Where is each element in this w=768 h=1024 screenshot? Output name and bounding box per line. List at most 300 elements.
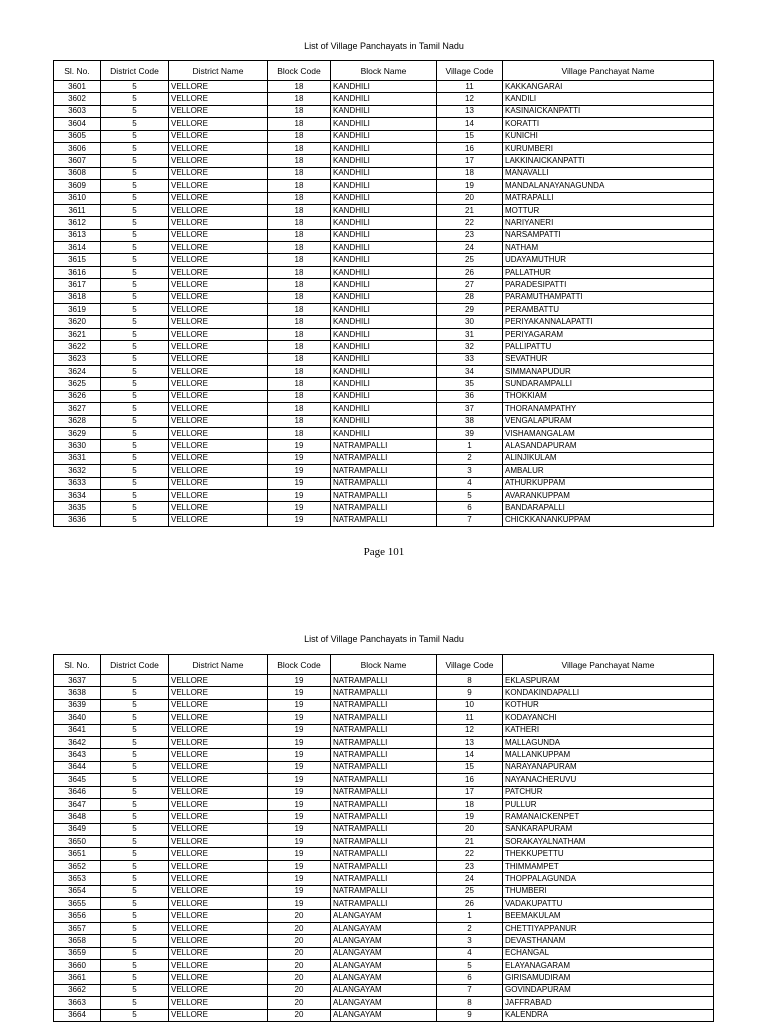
cell-district-code: 5	[101, 81, 169, 93]
cell-village-code: 8	[437, 997, 503, 1009]
cell-district-code: 5	[101, 118, 169, 130]
cell-district-name: VELLORE	[169, 761, 268, 773]
cell-district-code: 5	[101, 823, 169, 835]
cell-village-panchayat-name: VENGALAPURAM	[503, 415, 714, 427]
cell-village-panchayat-name: VISHAMANGALAM	[503, 427, 714, 439]
cell-district-code: 5	[101, 736, 169, 748]
cell-district-code: 5	[101, 353, 169, 365]
cell-sl-no: 3625	[54, 378, 101, 390]
table-row	[54, 204, 714, 216]
table-row	[54, 502, 714, 514]
cell-village-panchayat-name: PULLUR	[503, 798, 714, 810]
cell-district-name: VELLORE	[169, 997, 268, 1009]
cell-district-code: 5	[101, 266, 169, 278]
cell-block-code: 19	[268, 885, 331, 897]
cell-district-name: VELLORE	[169, 291, 268, 303]
cell-sl-no: 3632	[54, 465, 101, 477]
cell-district-code: 5	[101, 489, 169, 501]
cell-village-code: 36	[437, 390, 503, 402]
cell-village-code: 30	[437, 316, 503, 328]
cell-district-name: VELLORE	[169, 959, 268, 971]
cell-sl-no: 3638	[54, 687, 101, 699]
cell-block-code: 19	[268, 712, 331, 724]
cell-village-code: 11	[437, 712, 503, 724]
cell-district-name: VELLORE	[169, 699, 268, 711]
cell-district-code: 5	[101, 1009, 169, 1021]
cell-village-code: 26	[437, 898, 503, 910]
table-row	[54, 489, 714, 501]
cell-village-panchayat-name: KOTHUR	[503, 699, 714, 711]
cell-district-code: 5	[101, 699, 169, 711]
cell-sl-no: 3616	[54, 266, 101, 278]
cell-district-code: 5	[101, 105, 169, 117]
cell-block-code: 18	[268, 378, 331, 390]
cell-sl-no: 3643	[54, 749, 101, 761]
cell-sl-no: 3658	[54, 935, 101, 947]
page-number: Page 101	[363, 546, 405, 558]
cell-district-code: 5	[101, 291, 169, 303]
village-panchayat-table-1	[53, 60, 714, 527]
cell-village-panchayat-name: SIMMANAPUDUR	[503, 365, 714, 377]
cell-village-code: 17	[437, 155, 503, 167]
cell-district-name: VELLORE	[169, 229, 268, 241]
cell-block-name: KANDHILI	[331, 291, 437, 303]
cell-sl-no: 3646	[54, 786, 101, 798]
table-row	[54, 341, 714, 353]
table-row	[54, 774, 714, 786]
cell-sl-no: 3624	[54, 365, 101, 377]
cell-district-code: 5	[101, 910, 169, 922]
table-row	[54, 848, 714, 860]
table-row	[54, 699, 714, 711]
cell-district-code: 5	[101, 798, 169, 810]
cell-sl-no: 3628	[54, 415, 101, 427]
cell-district-name: VELLORE	[169, 786, 268, 798]
table-row	[54, 477, 714, 489]
cell-sl-no: 3648	[54, 811, 101, 823]
cell-village-panchayat-name: ECHANGAL	[503, 947, 714, 959]
cell-block-name: NATRAMPALLI	[331, 675, 437, 687]
cell-village-panchayat-name: THOKKIAM	[503, 390, 714, 402]
cell-block-name: NATRAMPALLI	[331, 898, 437, 910]
cell-block-code: 19	[268, 465, 331, 477]
cell-sl-no: 3620	[54, 316, 101, 328]
table-row	[54, 378, 714, 390]
cell-district-code: 5	[101, 848, 169, 860]
cell-block-code: 19	[268, 774, 331, 786]
cell-district-code: 5	[101, 947, 169, 959]
cell-village-panchayat-name: KURUMBERI	[503, 142, 714, 154]
cell-block-code: 18	[268, 291, 331, 303]
cell-village-code: 19	[437, 811, 503, 823]
cell-village-panchayat-name: NARIYANERI	[503, 217, 714, 229]
cell-village-panchayat-name: MANAVALLI	[503, 167, 714, 179]
cell-village-panchayat-name: KASINAICKANPATTI	[503, 105, 714, 117]
cell-district-code: 5	[101, 860, 169, 872]
cell-sl-no: 3662	[54, 984, 101, 996]
table-row	[54, 279, 714, 291]
cell-block-name: NATRAMPALLI	[331, 798, 437, 810]
cell-district-code: 5	[101, 254, 169, 266]
cell-block-code: 18	[268, 415, 331, 427]
cell-district-name: VELLORE	[169, 365, 268, 377]
cell-district-name: VELLORE	[169, 712, 268, 724]
cell-village-code: 7	[437, 984, 503, 996]
cell-sl-no: 3635	[54, 502, 101, 514]
cell-sl-no: 3650	[54, 836, 101, 848]
cell-block-name: ALANGAYAM	[331, 910, 437, 922]
cell-sl-no: 3661	[54, 972, 101, 984]
cell-district-code: 5	[101, 403, 169, 415]
cell-sl-no: 3621	[54, 328, 101, 340]
table-row	[54, 390, 714, 402]
cell-district-name: VELLORE	[169, 242, 268, 254]
cell-block-code: 18	[268, 254, 331, 266]
cell-block-name: NATRAMPALLI	[331, 873, 437, 885]
cell-district-code: 5	[101, 774, 169, 786]
table-header	[54, 61, 714, 81]
cell-village-code: 21	[437, 204, 503, 216]
cell-district-name: VELLORE	[169, 687, 268, 699]
cell-district-code: 5	[101, 984, 169, 996]
table-row	[54, 254, 714, 266]
cell-block-code: 18	[268, 130, 331, 142]
column-header-block-name: Block Name	[331, 61, 437, 81]
cell-village-panchayat-name: PERAMBATTU	[503, 304, 714, 316]
cell-district-name: VELLORE	[169, 774, 268, 786]
table-row	[54, 761, 714, 773]
cell-village-panchayat-name: KODAYANCHI	[503, 712, 714, 724]
cell-block-code: 20	[268, 910, 331, 922]
cell-district-code: 5	[101, 427, 169, 439]
cell-village-panchayat-name: KORATTI	[503, 118, 714, 130]
cell-village-panchayat-name: PATCHUR	[503, 786, 714, 798]
table-row	[54, 749, 714, 761]
cell-block-name: KANDHILI	[331, 217, 437, 229]
village-panchayat-table-2	[53, 654, 714, 1022]
cell-district-code: 5	[101, 922, 169, 934]
table-row	[54, 724, 714, 736]
column-header-sl-no: Sl. No.	[54, 61, 101, 81]
cell-sl-no: 3615	[54, 254, 101, 266]
cell-district-name: VELLORE	[169, 477, 268, 489]
cell-village-code: 9	[437, 687, 503, 699]
cell-block-name: ALANGAYAM	[331, 984, 437, 996]
cell-village-panchayat-name: MALLAGUNDA	[503, 736, 714, 748]
cell-sl-no: 3633	[54, 477, 101, 489]
cell-district-name: VELLORE	[169, 984, 268, 996]
cell-district-name: VELLORE	[169, 935, 268, 947]
cell-block-code: 18	[268, 403, 331, 415]
cell-village-panchayat-name: THEKKUPETTU	[503, 848, 714, 860]
cell-village-code: 20	[437, 192, 503, 204]
cell-block-name: ALANGAYAM	[331, 997, 437, 1009]
column-header-district-name: District Name	[169, 61, 268, 81]
cell-block-name: KANDHILI	[331, 242, 437, 254]
cell-sl-no: 3663	[54, 997, 101, 1009]
cell-village-panchayat-name: DEVASTHANAM	[503, 935, 714, 947]
table-row	[54, 118, 714, 130]
cell-village-panchayat-name: ELAYANAGARAM	[503, 959, 714, 971]
cell-village-panchayat-name: NATHAM	[503, 242, 714, 254]
column-header-sl-no: Sl. No.	[54, 655, 101, 675]
cell-district-name: VELLORE	[169, 390, 268, 402]
cell-village-panchayat-name: BANDARAPALLI	[503, 502, 714, 514]
cell-district-name: VELLORE	[169, 811, 268, 823]
column-header-district-name: District Name	[169, 655, 268, 675]
cell-village-code: 23	[437, 229, 503, 241]
cell-sl-no: 3622	[54, 341, 101, 353]
cell-block-code: 18	[268, 242, 331, 254]
cell-district-name: VELLORE	[169, 898, 268, 910]
cell-village-code: 22	[437, 217, 503, 229]
cell-village-panchayat-name: AVARANKUPPAM	[503, 489, 714, 501]
cell-village-code: 23	[437, 860, 503, 872]
cell-village-panchayat-name: PALLIPATTU	[503, 341, 714, 353]
table-row	[54, 959, 714, 971]
table-row	[54, 935, 714, 947]
cell-village-panchayat-name: NAYANACHERUVU	[503, 774, 714, 786]
cell-district-code: 5	[101, 316, 169, 328]
cell-district-name: VELLORE	[169, 341, 268, 353]
cell-district-code: 5	[101, 761, 169, 773]
column-header-block-code: Block Code	[268, 655, 331, 675]
cell-village-code: 18	[437, 167, 503, 179]
column-header-village-panchayat-name: Village Panchayat Name	[503, 655, 714, 675]
cell-district-code: 5	[101, 155, 169, 167]
cell-block-code: 18	[268, 192, 331, 204]
cell-village-code: 2	[437, 452, 503, 464]
cell-sl-no: 3611	[54, 204, 101, 216]
column-header-district-code: District Code	[101, 655, 169, 675]
cell-village-code: 29	[437, 304, 503, 316]
cell-district-code: 5	[101, 328, 169, 340]
cell-district-name: VELLORE	[169, 947, 268, 959]
cell-district-name: VELLORE	[169, 873, 268, 885]
cell-block-name: NATRAMPALLI	[331, 465, 437, 477]
cell-block-code: 18	[268, 390, 331, 402]
cell-district-code: 5	[101, 477, 169, 489]
cell-block-name: NATRAMPALLI	[331, 502, 437, 514]
cell-block-code: 18	[268, 81, 331, 93]
cell-block-code: 19	[268, 477, 331, 489]
cell-block-code: 19	[268, 898, 331, 910]
cell-block-code: 19	[268, 440, 331, 452]
cell-village-code: 16	[437, 142, 503, 154]
cell-block-code: 18	[268, 142, 331, 154]
cell-district-name: VELLORE	[169, 217, 268, 229]
table-row	[54, 427, 714, 439]
cell-block-code: 19	[268, 514, 331, 526]
cell-block-name: KANDHILI	[331, 427, 437, 439]
cell-block-name: KANDHILI	[331, 167, 437, 179]
cell-sl-no: 3630	[54, 440, 101, 452]
cell-block-name: KANDHILI	[331, 130, 437, 142]
cell-sl-no: 3623	[54, 353, 101, 365]
cell-sl-no: 3660	[54, 959, 101, 971]
cell-block-name: ALANGAYAM	[331, 1009, 437, 1021]
column-header-block-name: Block Name	[331, 655, 437, 675]
cell-village-code: 28	[437, 291, 503, 303]
cell-district-code: 5	[101, 935, 169, 947]
cell-district-name: VELLORE	[169, 378, 268, 390]
cell-block-code: 20	[268, 935, 331, 947]
cell-village-panchayat-name: NARAYANAPURAM	[503, 761, 714, 773]
cell-block-name: ALANGAYAM	[331, 972, 437, 984]
cell-block-code: 18	[268, 93, 331, 105]
cell-sl-no: 3609	[54, 180, 101, 192]
cell-village-code: 14	[437, 749, 503, 761]
cell-sl-no: 3655	[54, 898, 101, 910]
cell-district-code: 5	[101, 836, 169, 848]
cell-village-code: 26	[437, 266, 503, 278]
cell-block-name: KANDHILI	[331, 266, 437, 278]
cell-block-code: 20	[268, 972, 331, 984]
cell-village-panchayat-name: ALASANDAPURAM	[503, 440, 714, 452]
cell-district-name: VELLORE	[169, 724, 268, 736]
cell-block-name: KANDHILI	[331, 341, 437, 353]
cell-sl-no: 3610	[54, 192, 101, 204]
table-row	[54, 984, 714, 996]
cell-district-name: VELLORE	[169, 972, 268, 984]
cell-village-code: 1	[437, 910, 503, 922]
cell-village-code: 13	[437, 105, 503, 117]
cell-village-panchayat-name: PERIYAKANNALAPATTI	[503, 316, 714, 328]
cell-district-name: VELLORE	[169, 118, 268, 130]
cell-district-name: VELLORE	[169, 798, 268, 810]
cell-village-code: 25	[437, 254, 503, 266]
cell-block-code: 20	[268, 997, 331, 1009]
cell-district-code: 5	[101, 378, 169, 390]
cell-village-code: 6	[437, 502, 503, 514]
cell-village-code: 10	[437, 699, 503, 711]
cell-sl-no: 3654	[54, 885, 101, 897]
cell-village-panchayat-name: JAFFRABAD	[503, 997, 714, 1009]
cell-district-name: VELLORE	[169, 502, 268, 514]
cell-district-code: 5	[101, 786, 169, 798]
cell-block-code: 18	[268, 229, 331, 241]
cell-district-name: VELLORE	[169, 910, 268, 922]
cell-village-panchayat-name: LAKKINAICKANPATTI	[503, 155, 714, 167]
cell-district-name: VELLORE	[169, 353, 268, 365]
table-row	[54, 514, 714, 526]
cell-district-code: 5	[101, 712, 169, 724]
cell-sl-no: 3627	[54, 403, 101, 415]
cell-village-code: 24	[437, 873, 503, 885]
cell-village-panchayat-name: SUNDARAMPALLI	[503, 378, 714, 390]
cell-block-name: KANDHILI	[331, 353, 437, 365]
cell-sl-no: 3659	[54, 947, 101, 959]
table-row	[54, 93, 714, 105]
cell-village-panchayat-name: MALLANKUPPAM	[503, 749, 714, 761]
table-row	[54, 130, 714, 142]
cell-district-code: 5	[101, 180, 169, 192]
cell-district-name: VELLORE	[169, 736, 268, 748]
cell-village-panchayat-name: GIRISAMUDIRAM	[503, 972, 714, 984]
cell-block-name: KANDHILI	[331, 390, 437, 402]
cell-village-panchayat-name: AMBALUR	[503, 465, 714, 477]
cell-village-code: 20	[437, 823, 503, 835]
cell-village-code: 21	[437, 836, 503, 848]
cell-sl-no: 3640	[54, 712, 101, 724]
cell-sl-no: 3614	[54, 242, 101, 254]
cell-village-panchayat-name: ATHURKUPPAM	[503, 477, 714, 489]
cell-village-code: 2	[437, 922, 503, 934]
cell-village-code: 37	[437, 403, 503, 415]
table-row	[54, 997, 714, 1009]
cell-block-code: 19	[268, 786, 331, 798]
cell-block-code: 19	[268, 687, 331, 699]
cell-block-name: KANDHILI	[331, 155, 437, 167]
cell-district-name: VELLORE	[169, 860, 268, 872]
cell-village-code: 6	[437, 972, 503, 984]
cell-district-code: 5	[101, 997, 169, 1009]
cell-village-panchayat-name: KUNICHI	[503, 130, 714, 142]
cell-sl-no: 3647	[54, 798, 101, 810]
cell-village-panchayat-name: KATHERI	[503, 724, 714, 736]
cell-district-code: 5	[101, 242, 169, 254]
cell-district-code: 5	[101, 130, 169, 142]
cell-district-code: 5	[101, 885, 169, 897]
table-row	[54, 898, 714, 910]
cell-district-name: VELLORE	[169, 155, 268, 167]
cell-village-code: 4	[437, 477, 503, 489]
cell-village-panchayat-name: SANKARAPURAM	[503, 823, 714, 835]
cell-sl-no: 3626	[54, 390, 101, 402]
cell-district-code: 5	[101, 687, 169, 699]
cell-district-code: 5	[101, 724, 169, 736]
cell-block-code: 19	[268, 798, 331, 810]
cell-sl-no: 3607	[54, 155, 101, 167]
cell-block-name: ALANGAYAM	[331, 922, 437, 934]
cell-block-code: 19	[268, 823, 331, 835]
cell-block-name: KANDHILI	[331, 81, 437, 93]
cell-block-code: 19	[268, 811, 331, 823]
cell-village-panchayat-name: NARSAMPATTI	[503, 229, 714, 241]
cell-village-panchayat-name: KALENDRA	[503, 1009, 714, 1021]
cell-village-panchayat-name: PERIYAGARAM	[503, 328, 714, 340]
cell-block-name: NATRAMPALLI	[331, 848, 437, 860]
cell-village-panchayat-name: KAKKANGARAI	[503, 81, 714, 93]
table-row	[54, 885, 714, 897]
cell-district-name: VELLORE	[169, 167, 268, 179]
cell-village-code: 24	[437, 242, 503, 254]
cell-district-name: VELLORE	[169, 440, 268, 452]
cell-block-code: 19	[268, 761, 331, 773]
cell-district-code: 5	[101, 898, 169, 910]
cell-block-name: KANDHILI	[331, 118, 437, 130]
table-row	[54, 972, 714, 984]
cell-district-name: VELLORE	[169, 204, 268, 216]
cell-village-code: 14	[437, 118, 503, 130]
table-row	[54, 192, 714, 204]
cell-sl-no: 3653	[54, 873, 101, 885]
cell-block-name: NATRAMPALLI	[331, 749, 437, 761]
cell-block-name: ALANGAYAM	[331, 959, 437, 971]
cell-village-code: 17	[437, 786, 503, 798]
cell-village-code: 11	[437, 81, 503, 93]
cell-sl-no: 3601	[54, 81, 101, 93]
cell-block-code: 20	[268, 1009, 331, 1021]
cell-village-code: 35	[437, 378, 503, 390]
cell-sl-no: 3645	[54, 774, 101, 786]
cell-district-code: 5	[101, 204, 169, 216]
cell-block-name: NATRAMPALLI	[331, 514, 437, 526]
cell-block-code: 19	[268, 848, 331, 860]
cell-block-name: NATRAMPALLI	[331, 477, 437, 489]
column-header-village-code: Village Code	[437, 655, 503, 675]
table-row	[54, 291, 714, 303]
